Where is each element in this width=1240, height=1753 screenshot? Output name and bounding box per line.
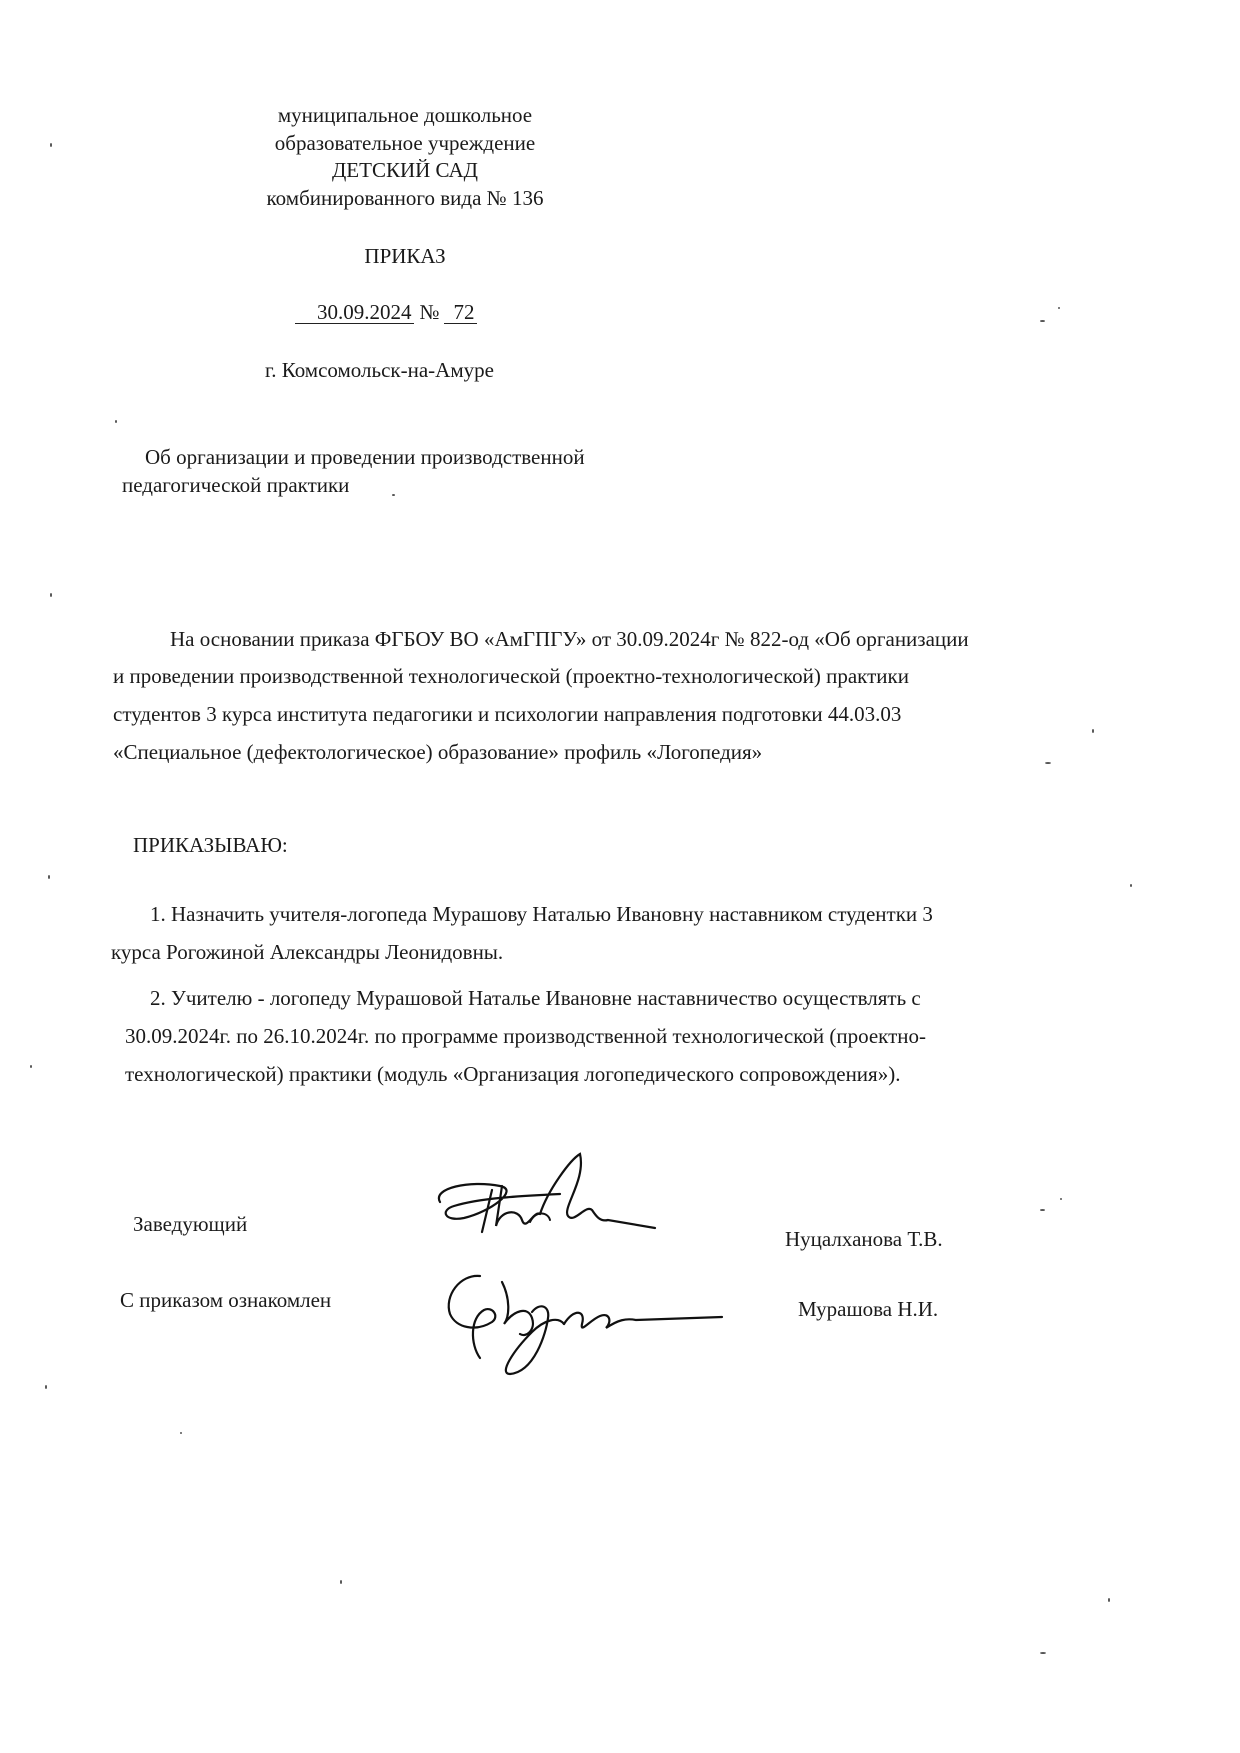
scan-speck: [1060, 1198, 1062, 1200]
org-name-line-1: муниципальное дошкольное: [277, 103, 533, 127]
subject-line-2: педагогической практики: [122, 473, 350, 497]
scan-speck: [1040, 1652, 1046, 1654]
item-2-line-2: 30.09.2024г. по 26.10.2024г. по программе производственной технологической (проектно-: [125, 1024, 926, 1048]
scan-speck: [45, 1385, 47, 1389]
item-1-line-1: 1. Назначить учителя-логопеда Мурашову Наталью Ивановну наставником студентки 3: [150, 902, 933, 926]
org-name-line-4: комбинированного вида № 136: [266, 186, 544, 210]
org-name-line-2: образовательное учреждение: [274, 131, 536, 155]
preamble-line-3: студентов 3 курса института педагогики и психологии направления подготовки 44.03.03: [113, 702, 902, 726]
item-2-line-3: технологической) практики (модуль «Организация логопедического сопровождения»).: [125, 1062, 901, 1086]
preamble-line-1: На основании приказа ФГБОУ ВО «АмГПГУ» от 30.09.2024г № 822-од «Об организации: [170, 627, 969, 651]
scan-speck: [115, 420, 117, 423]
scan-speck: [30, 1065, 32, 1068]
scan-speck: [50, 593, 52, 597]
org-name-line-3: ДЕТСКИЙ САД: [331, 158, 479, 182]
ack-name: Мурашова Н.И.: [798, 1297, 939, 1321]
subject-line-1: Об организации и проведении производственной: [145, 445, 585, 469]
order-number: 72: [444, 301, 477, 324]
scan-speck: [180, 1432, 182, 1434]
item-2-line-1: 2. Учителю - логопеду Мурашовой Наталье Ивановне наставничество осуществлять с: [150, 986, 921, 1010]
scan-speck: [392, 494, 395, 496]
scan-speck: [1092, 729, 1094, 733]
order-word: ПРИКАЗЫВАЮ:: [133, 833, 288, 857]
scan-speck: [1040, 1209, 1045, 1211]
ack-signature: [440, 1262, 730, 1382]
doc-type-title: ПРИКАЗ: [364, 244, 446, 268]
order-number-sign: №: [419, 300, 440, 324]
city-label: г. Комсомольск-на-Амуре: [265, 358, 494, 382]
scan-speck: [1040, 320, 1045, 322]
head-signature: [430, 1150, 670, 1245]
preamble-line-4: «Специальное (дефектологическое) образование» профиль «Логопедия»: [113, 740, 763, 764]
head-name: Нуцалханова Т.В.: [785, 1227, 943, 1251]
scan-speck: [1108, 1598, 1110, 1602]
scan-speck: [1045, 762, 1051, 764]
item-1-line-2: курса Рогожиной Александры Леонидовны.: [111, 940, 504, 964]
scan-speck: [50, 143, 52, 147]
order-date-number: [295, 300, 477, 325]
scan-speck: [1058, 307, 1060, 309]
order-date: 30.09.2024: [295, 301, 414, 324]
head-title: Заведующий: [133, 1212, 248, 1236]
preamble-line-2: и проведении производственной технологической (проектно-технологической) практики: [113, 664, 909, 688]
scan-speck: [48, 875, 50, 879]
ack-title: С приказом ознакомлен: [120, 1288, 332, 1312]
scan-speck: [340, 1580, 342, 1584]
scan-speck: [1130, 884, 1132, 887]
